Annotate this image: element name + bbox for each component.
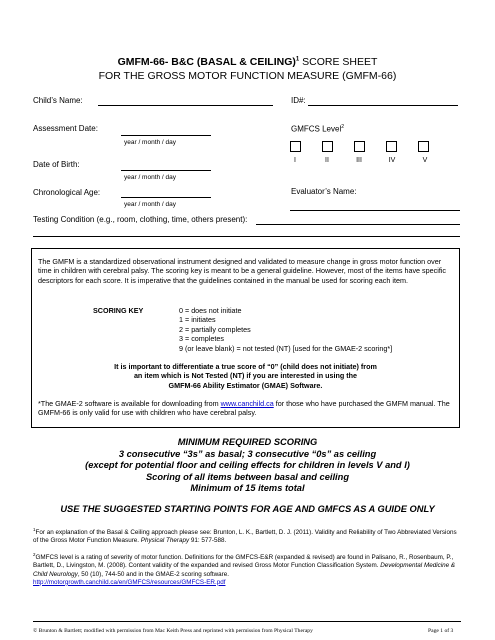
info-box (31, 248, 460, 428)
scoring-key-item: 0 = does not initiate (179, 306, 242, 315)
footnote-2-tail: , 50 (10), 744-50 and in the GMAE-2 scoring software. (77, 570, 230, 578)
footer-copyright: © Brunton & Bartlett; modified with permission from Mac Keith Press and reprinted with permission from Physical Therapy (33, 628, 313, 634)
title-bold: GMFM-66- B&C (BASAL & CEILING) (117, 56, 296, 68)
scoring-key-item: 2 = partially completes (179, 324, 251, 334)
gmfcs-level-iii: III (356, 157, 362, 164)
title-footnote-ref: 1 (295, 56, 300, 63)
gmfcs-checkbox-5[interactable] (418, 141, 429, 152)
minimum-scoring-line: 3 consecutive “3s” as basal; 3 consecutive “0s” as ceiling (118, 448, 377, 459)
gmfcs-checkbox-4[interactable] (386, 141, 397, 152)
footnote-2-marker: 2 (33, 552, 36, 557)
gmfcs-er-link[interactable]: http://motorgrowth.canchild.ca/en/GMFCS/resources/GMFCS-ER.pdf (33, 578, 226, 586)
important-note-line: It is important to differentiate a true score of “0” (child does not initiate) from (114, 362, 377, 371)
gmae-note-tail: for those who have purchased the GMFM manual. The GMFM-66 is only valid for use with children who have cerebral palsy. (38, 399, 450, 418)
scoring-key-label: SCORING KEY (93, 306, 144, 315)
gmfcs-checkbox-2[interactable] (322, 141, 333, 152)
minimum-scoring-heading: MINIMUM REQUIRED SCORING (177, 437, 318, 447)
sheet-subtitle: FOR THE GROSS MOTOR FUNCTION MEASURE (GMFM-66) (98, 70, 397, 82)
scoring-key-item: 1 = initiates (179, 315, 216, 325)
chronological-age-hint: year / month / day (124, 201, 177, 208)
footnote-2-text: GMFCS level is a rating of severity of motor function. Definitions for the GMFCS-E&R (expanded & revised) are found in Palisano, R., Rosenbaum, P., Bartlett, D., Livingston, M. (2008). Content validity of the expanded and revised Gross Motor Function Classification System. (33, 554, 454, 570)
evaluator-field[interactable] (290, 210, 460, 211)
id-label: ID#: (291, 96, 306, 105)
sheet-title (0, 56, 495, 68)
footer-divider (33, 621, 461, 622)
canchild-link[interactable]: www.canchild.ca (220, 399, 274, 408)
dob-label: Date of Birth: (33, 160, 80, 169)
footnote-1-journal: Physical Therapy (140, 537, 190, 545)
footnote-2 (33, 551, 463, 587)
info-intro: The GMFM is a standardized observational instrument designed and validated to measure change in gross motor function over time in children with cerebral palsy. The scoring key is meant to be a general guideline. However, most of the items have specific descriptors for each score. It is imperative that the guidelines contained in the manual be used for scoring each item. (38, 257, 447, 285)
gmfcs-level-iv: IV (388, 157, 396, 164)
gmfcs-checkbox-1[interactable] (290, 141, 301, 152)
gmfcs-level-text: GMFCS Level (291, 124, 342, 134)
gmfcs-level-i: I (294, 157, 296, 164)
gmae-note-text: *The GMAE-2 software is available for downloading from (38, 399, 221, 408)
important-note-line: an item which is Not Tested (NT) if you are interested in using the (133, 371, 358, 381)
assessment-date-label: Assessment Date: (33, 124, 98, 133)
minimum-scoring-line: Minimum of 15 items total (190, 483, 305, 493)
scoring-key-item: 9 (or leave blank) = not tested (NT) [used for the GMAE-2 scoring*] (179, 343, 393, 353)
child-name-label: Child’s Name: (33, 96, 83, 105)
footnote-1-text: For an explanation of the Basal & Ceiling approach please see: Brunton, L. K., Bartlett, D. J. (2011). Validity and Reliability of Two Abbreviated Versions of the Gross Motor Function Measure. (33, 529, 457, 545)
minimum-scoring-line: (except for potential floor and ceiling effects for children in levels V and I) (85, 460, 410, 470)
footnote-1-tail: 91: 577-588. (189, 537, 227, 545)
gmae-note (38, 399, 453, 418)
testing-condition-field-2[interactable] (33, 236, 460, 237)
chronological-age-field[interactable] (121, 197, 211, 198)
gmfcs-footnote-ref: 2 (341, 124, 345, 130)
scoring-key-item: 3 = completes (179, 334, 224, 344)
title-rest: SCORE SHEET (299, 56, 378, 68)
testing-condition-label: Testing Condition (e.g., room, clothing, time, others present): (33, 215, 248, 224)
gmfcs-level-v: V (422, 157, 428, 164)
footnote-2-journal: Developmental Medicine & Child Neurology (33, 562, 456, 578)
footer-page-number: Page 1 of 3 (428, 628, 454, 634)
use-suggested-guide: USE THE SUGGESTED STARTING POINTS FOR AGE AND GMFCS AS A GUIDE ONLY (60, 504, 435, 514)
assessment-date-field[interactable] (121, 135, 211, 136)
evaluator-label: Evaluator’s Name: (291, 187, 357, 196)
dob-field[interactable] (121, 170, 211, 171)
child-name-field[interactable] (98, 105, 273, 106)
important-note-line: GMFM-66 Ability Estimator (GMAE) Software. (168, 380, 323, 390)
footnote-1 (33, 526, 463, 546)
footnote-1-marker: 1 (33, 527, 36, 532)
dob-hint: year / month / day (124, 174, 177, 181)
gmfcs-checkbox-3[interactable] (354, 141, 365, 152)
testing-condition-field-1[interactable] (256, 224, 460, 225)
assessment-date-hint: year / month / day (124, 139, 177, 146)
chronological-age-label: Chronological Age: (33, 188, 101, 197)
id-field[interactable] (308, 105, 458, 106)
gmfcs-level-ii: II (325, 157, 329, 164)
minimum-scoring-line: Scoring of all items between basal and ceiling (145, 471, 350, 482)
gmfcs-level-label (291, 124, 344, 134)
